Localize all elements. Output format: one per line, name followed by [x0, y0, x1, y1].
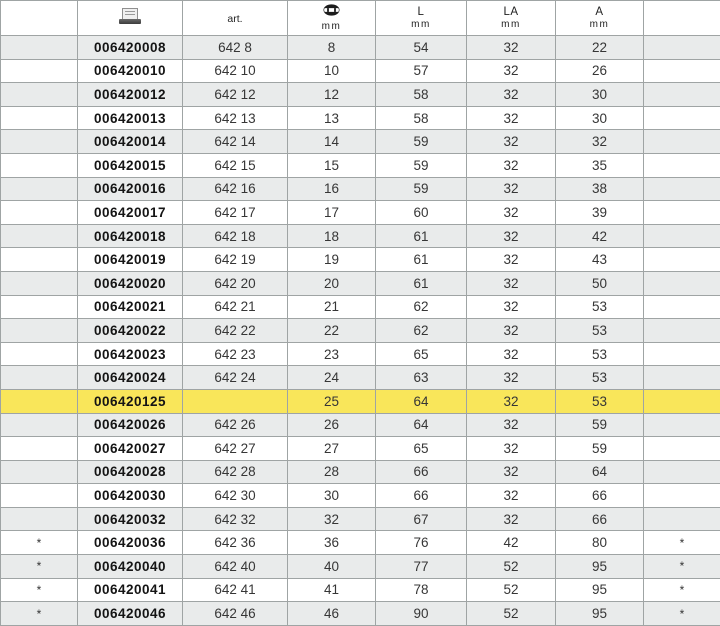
- length-l-cell: 78: [376, 578, 467, 602]
- note-asterisk-left: *: [1, 555, 78, 579]
- length-l-cell: 62: [376, 319, 467, 343]
- header-size-unit: mm: [321, 21, 342, 32]
- article-number-cell: 642 15: [183, 153, 288, 177]
- note-asterisk-right: [644, 319, 720, 343]
- dimension-a-cell: 53: [556, 319, 644, 343]
- length-la-cell: 32: [467, 177, 556, 201]
- length-l-cell: 65: [376, 437, 467, 461]
- dimension-a-cell: 22: [556, 36, 644, 60]
- dimension-a-cell: 43: [556, 248, 644, 272]
- length-la-cell: 32: [467, 319, 556, 343]
- ean-number-cell: 006420010: [78, 59, 183, 83]
- barcode-icon: [119, 8, 141, 24]
- length-la-cell: 42: [467, 531, 556, 555]
- size-mm-cell: 24: [288, 366, 376, 390]
- length-l-cell: 77: [376, 555, 467, 579]
- length-la-cell: 32: [467, 59, 556, 83]
- ean-number-cell: 006420046: [78, 602, 183, 626]
- ean-number-cell: 006420026: [78, 413, 183, 437]
- length-l-cell: 66: [376, 460, 467, 484]
- article-number-cell: 642 10: [183, 59, 288, 83]
- table-row: [1, 59, 720, 83]
- dimension-a-cell: 50: [556, 271, 644, 295]
- ean-number-cell: 006420125: [78, 389, 183, 413]
- size-mm-cell: 17: [288, 201, 376, 225]
- length-la-cell: 32: [467, 507, 556, 531]
- article-number-cell: 642 36: [183, 531, 288, 555]
- article-number-cell: 642 24: [183, 366, 288, 390]
- length-l-cell: 65: [376, 342, 467, 366]
- ean-number-cell: 006420040: [78, 555, 183, 579]
- dimension-a-cell: 95: [556, 555, 644, 579]
- dimension-a-cell: 53: [556, 295, 644, 319]
- note-asterisk-left: [1, 224, 78, 248]
- length-la-cell: 32: [467, 413, 556, 437]
- length-la-cell: 32: [467, 295, 556, 319]
- length-l-cell: 59: [376, 130, 467, 154]
- note-asterisk-left: [1, 248, 78, 272]
- article-number-cell: 642 13: [183, 106, 288, 130]
- article-number-cell: 642 41: [183, 578, 288, 602]
- header-length: [376, 1, 467, 36]
- table-row: [1, 201, 720, 225]
- dimension-a-cell: 38: [556, 177, 644, 201]
- note-asterisk-right: [644, 130, 720, 154]
- note-asterisk-left: [1, 389, 78, 413]
- ean-number-cell: 006420041: [78, 578, 183, 602]
- length-la-cell: 32: [467, 271, 556, 295]
- length-l-cell: 64: [376, 413, 467, 437]
- length-la-cell: 32: [467, 83, 556, 107]
- length-l-cell: 61: [376, 248, 467, 272]
- ean-number-cell: 006420021: [78, 295, 183, 319]
- table-row: [1, 106, 720, 130]
- ean-number-cell: 006420028: [78, 460, 183, 484]
- note-asterisk-right: [644, 201, 720, 225]
- header-art-label: art.: [227, 13, 243, 25]
- length-la-cell: 32: [467, 460, 556, 484]
- ean-number-cell: 006420022: [78, 319, 183, 343]
- socket-icon: [323, 4, 340, 16]
- size-mm-cell: 13: [288, 106, 376, 130]
- table-row: [1, 507, 720, 531]
- dimension-a-cell: 64: [556, 460, 644, 484]
- size-mm-cell: 8: [288, 36, 376, 60]
- length-la-cell: 32: [467, 153, 556, 177]
- table-row: [1, 437, 720, 461]
- note-asterisk-left: [1, 153, 78, 177]
- note-asterisk-right: [644, 342, 720, 366]
- table-row: [1, 531, 720, 555]
- article-number-cell: 642 26: [183, 413, 288, 437]
- ean-number-cell: 006420017: [78, 201, 183, 225]
- article-number-cell: 642 32: [183, 507, 288, 531]
- table-row: [1, 460, 720, 484]
- dimension-a-cell: 42: [556, 224, 644, 248]
- dimension-a-cell: 95: [556, 578, 644, 602]
- note-asterisk-right: [644, 59, 720, 83]
- size-mm-cell: 15: [288, 153, 376, 177]
- note-asterisk-left: [1, 484, 78, 508]
- dimension-a-cell: 26: [556, 59, 644, 83]
- table-row: [1, 248, 720, 272]
- note-asterisk-left: *: [1, 602, 78, 626]
- note-asterisk-right: [644, 295, 720, 319]
- length-la-cell: 32: [467, 248, 556, 272]
- size-mm-cell: 30: [288, 484, 376, 508]
- ean-number-cell: 006420024: [78, 366, 183, 390]
- size-mm-cell: 10: [288, 59, 376, 83]
- dimension-a-cell: 66: [556, 507, 644, 531]
- ean-number-cell: 006420012: [78, 83, 183, 107]
- size-mm-cell: 20: [288, 271, 376, 295]
- length-la-cell: 32: [467, 36, 556, 60]
- length-la-cell: 32: [467, 130, 556, 154]
- article-number-cell: 642 27: [183, 437, 288, 461]
- note-asterisk-right: *: [644, 555, 720, 579]
- size-mm-cell: 41: [288, 578, 376, 602]
- article-number-cell: 642 17: [183, 201, 288, 225]
- note-asterisk-left: [1, 342, 78, 366]
- note-asterisk-left: [1, 59, 78, 83]
- length-l-cell: 64: [376, 389, 467, 413]
- ean-number-cell: 006420023: [78, 342, 183, 366]
- note-asterisk-right: [644, 271, 720, 295]
- table-header: [1, 1, 720, 36]
- ean-number-cell: 006420018: [78, 224, 183, 248]
- header-a: [556, 1, 644, 36]
- note-asterisk-right: [644, 460, 720, 484]
- ean-number-cell: 006420036: [78, 531, 183, 555]
- size-mm-cell: 28: [288, 460, 376, 484]
- header-note-right: [644, 1, 720, 36]
- length-la-cell: 52: [467, 555, 556, 579]
- article-number-cell: 642 40: [183, 555, 288, 579]
- header-art: [183, 1, 288, 36]
- size-mm-cell: 40: [288, 555, 376, 579]
- length-la-cell: 52: [467, 602, 556, 626]
- note-asterisk-left: [1, 201, 78, 225]
- note-asterisk-right: *: [644, 602, 720, 626]
- note-asterisk-left: [1, 437, 78, 461]
- dimension-a-cell: 53: [556, 389, 644, 413]
- size-mm-cell: 46: [288, 602, 376, 626]
- article-number-cell: 642 18: [183, 224, 288, 248]
- table-row: [1, 177, 720, 201]
- table-row: [1, 130, 720, 154]
- length-l-cell: 90: [376, 602, 467, 626]
- length-l-cell: 54: [376, 36, 467, 60]
- length-l-cell: 57: [376, 59, 467, 83]
- note-asterisk-right: [644, 366, 720, 390]
- dimension-a-cell: 39: [556, 201, 644, 225]
- size-mm-cell: 21: [288, 295, 376, 319]
- table-row: [1, 224, 720, 248]
- note-asterisk-right: [644, 153, 720, 177]
- length-l-cell: 59: [376, 153, 467, 177]
- dimension-a-cell: 32: [556, 130, 644, 154]
- ean-number-cell: 006420019: [78, 248, 183, 272]
- article-number-cell: 642 16: [183, 177, 288, 201]
- note-asterisk-left: *: [1, 578, 78, 602]
- table-row: [1, 153, 720, 177]
- length-l-cell: 59: [376, 177, 467, 201]
- article-number-cell: 642 46: [183, 602, 288, 626]
- table-row: [1, 295, 720, 319]
- table-row: [1, 389, 720, 413]
- length-la-cell: 32: [467, 366, 556, 390]
- note-asterisk-right: [644, 36, 720, 60]
- size-mm-cell: 14: [288, 130, 376, 154]
- length-l-cell: 58: [376, 106, 467, 130]
- article-number-cell: 642 23: [183, 342, 288, 366]
- note-asterisk-left: [1, 106, 78, 130]
- length-l-cell: 61: [376, 224, 467, 248]
- dimension-a-cell: 35: [556, 153, 644, 177]
- header-la-label: LA: [503, 5, 519, 18]
- note-asterisk-left: [1, 130, 78, 154]
- table-row: [1, 83, 720, 107]
- ean-number-cell: 006420030: [78, 484, 183, 508]
- table-row: [1, 484, 720, 508]
- size-mm-cell: 22: [288, 319, 376, 343]
- header-row: [1, 1, 720, 36]
- size-mm-cell: 32: [288, 507, 376, 531]
- size-mm-cell: 25: [288, 389, 376, 413]
- length-la-cell: 32: [467, 201, 556, 225]
- note-asterisk-left: [1, 295, 78, 319]
- header-length-label: L: [417, 5, 425, 18]
- header-la: [467, 1, 556, 36]
- dimension-a-cell: 95: [556, 602, 644, 626]
- table-row: [1, 413, 720, 437]
- table-body: [1, 36, 720, 626]
- length-l-cell: 67: [376, 507, 467, 531]
- length-la-cell: 32: [467, 342, 556, 366]
- ean-number-cell: 006420020: [78, 271, 183, 295]
- length-la-cell: 32: [467, 484, 556, 508]
- header-length-unit: mm: [411, 18, 431, 30]
- size-mm-cell: 12: [288, 83, 376, 107]
- header-a-unit: mm: [589, 18, 610, 30]
- table-row: [1, 578, 720, 602]
- note-asterisk-left: [1, 36, 78, 60]
- note-asterisk-left: [1, 319, 78, 343]
- size-mm-cell: 19: [288, 248, 376, 272]
- table-row: [1, 366, 720, 390]
- ean-number-cell: 006420027: [78, 437, 183, 461]
- note-asterisk-left: [1, 366, 78, 390]
- article-number-cell: 642 19: [183, 248, 288, 272]
- ean-number-cell: 006420016: [78, 177, 183, 201]
- length-la-cell: 52: [467, 578, 556, 602]
- dimension-a-cell: 30: [556, 83, 644, 107]
- ean-number-cell: 006420008: [78, 36, 183, 60]
- length-l-cell: 61: [376, 271, 467, 295]
- article-number-cell: 642 30: [183, 484, 288, 508]
- note-asterisk-right: [644, 389, 720, 413]
- table-row: [1, 602, 720, 626]
- length-la-cell: 32: [467, 224, 556, 248]
- size-mm-cell: 27: [288, 437, 376, 461]
- dimension-a-cell: 66: [556, 484, 644, 508]
- dimension-a-cell: 59: [556, 413, 644, 437]
- note-asterisk-right: *: [644, 578, 720, 602]
- note-asterisk-left: [1, 413, 78, 437]
- length-la-cell: 32: [467, 437, 556, 461]
- length-l-cell: 66: [376, 484, 467, 508]
- header-ean: [78, 1, 183, 36]
- table-row: [1, 555, 720, 579]
- ean-number-cell: 006420013: [78, 106, 183, 130]
- table-row: [1, 271, 720, 295]
- note-asterisk-left: [1, 271, 78, 295]
- length-l-cell: 58: [376, 83, 467, 107]
- article-number-cell: 642 28: [183, 460, 288, 484]
- ean-number-cell: 006420032: [78, 507, 183, 531]
- size-mm-cell: 36: [288, 531, 376, 555]
- size-mm-cell: 23: [288, 342, 376, 366]
- note-asterisk-left: [1, 83, 78, 107]
- header-note-left: [1, 1, 78, 36]
- article-number-cell: [183, 389, 288, 413]
- length-l-cell: 60: [376, 201, 467, 225]
- length-la-cell: 32: [467, 106, 556, 130]
- note-asterisk-right: [644, 437, 720, 461]
- note-asterisk-right: [644, 484, 720, 508]
- note-asterisk-right: [644, 83, 720, 107]
- note-asterisk-right: [644, 413, 720, 437]
- article-number-cell: 642 21: [183, 295, 288, 319]
- note-asterisk-left: [1, 460, 78, 484]
- dimension-a-cell: 53: [556, 366, 644, 390]
- note-asterisk-left: [1, 177, 78, 201]
- note-asterisk-right: [644, 248, 720, 272]
- dimension-a-cell: 59: [556, 437, 644, 461]
- note-asterisk-left: *: [1, 531, 78, 555]
- length-l-cell: 62: [376, 295, 467, 319]
- table-row: [1, 342, 720, 366]
- note-asterisk-right: [644, 106, 720, 130]
- header-la-unit: mm: [501, 18, 521, 30]
- dimension-a-cell: 80: [556, 531, 644, 555]
- size-mm-cell: 18: [288, 224, 376, 248]
- header-size: [288, 1, 376, 36]
- note-asterisk-right: [644, 507, 720, 531]
- article-number-cell: 642 8: [183, 36, 288, 60]
- note-asterisk-right: *: [644, 531, 720, 555]
- note-asterisk-left: [1, 507, 78, 531]
- article-number-cell: 642 14: [183, 130, 288, 154]
- ean-number-cell: 006420014: [78, 130, 183, 154]
- ean-number-cell: 006420015: [78, 153, 183, 177]
- note-asterisk-right: [644, 224, 720, 248]
- table-row: [1, 36, 720, 60]
- article-number-cell: 642 12: [183, 83, 288, 107]
- length-l-cell: 76: [376, 531, 467, 555]
- article-number-cell: 642 22: [183, 319, 288, 343]
- dimension-a-cell: 53: [556, 342, 644, 366]
- size-mm-cell: 26: [288, 413, 376, 437]
- size-mm-cell: 16: [288, 177, 376, 201]
- article-number-cell: 642 20: [183, 271, 288, 295]
- header-a-label: A: [595, 5, 604, 18]
- length-l-cell: 63: [376, 366, 467, 390]
- table-row: [1, 319, 720, 343]
- note-asterisk-right: [644, 177, 720, 201]
- length-la-cell: 32: [467, 389, 556, 413]
- dimension-a-cell: 30: [556, 106, 644, 130]
